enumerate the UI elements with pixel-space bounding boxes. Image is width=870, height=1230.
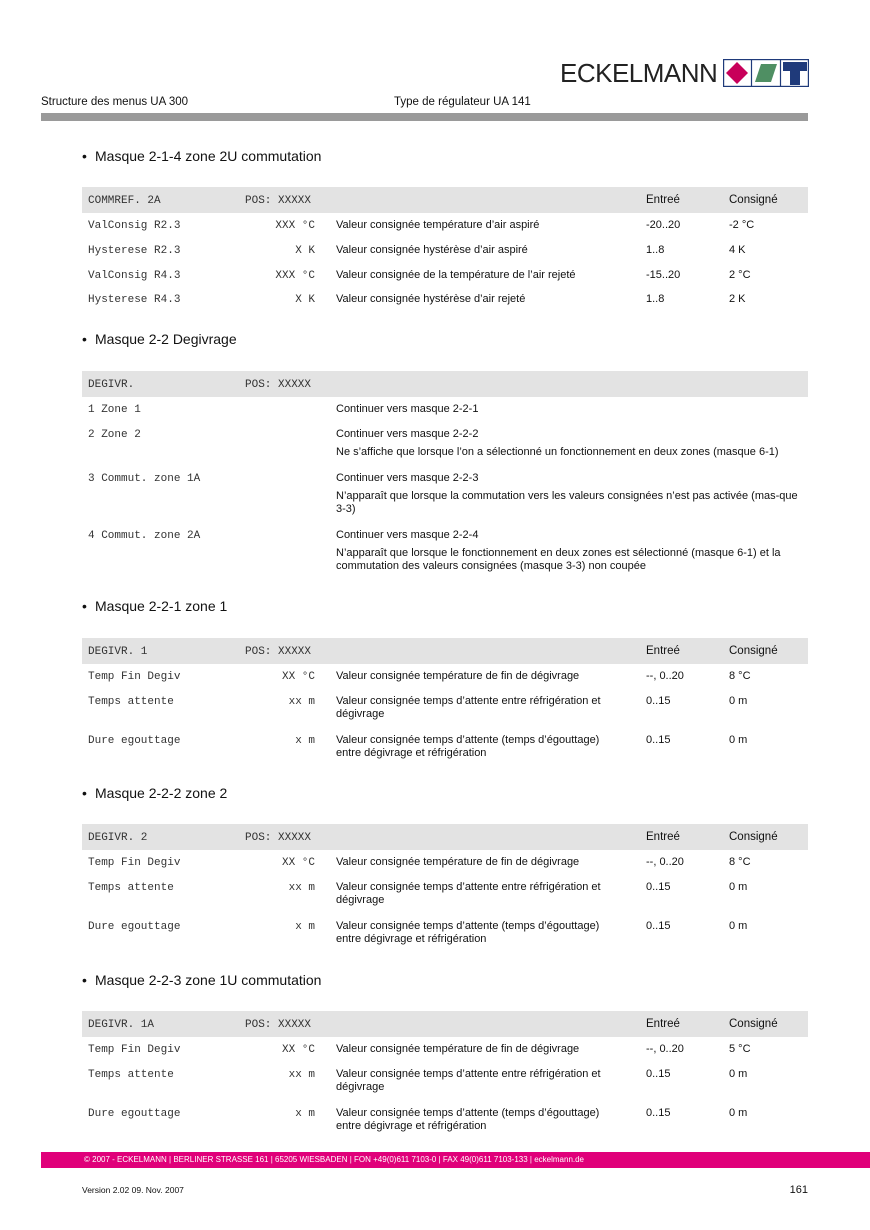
table-row: Hysterese R4.3 X K Valeur consignée hystérèse d’air rejeté 1..8 2 K [88, 293, 746, 306]
mask-name: DEGIVR. 2 [88, 832, 148, 844]
mask-pos: POS: XXXXX [245, 195, 312, 207]
table-row: 3 Commut. zone 1A Continuer vers masque 2-2-3 N’apparaît que lorsque la commutation vers les valeurs consignées n’est pas activée (mas-que 3-3) [88, 472, 798, 515]
eckelmann-logo [560, 58, 809, 88]
mask-name: DEGIVR. 1A [88, 1019, 155, 1031]
mask-pos: POS: XXXXX [245, 379, 312, 391]
mask-name: DEGIVR. [88, 379, 135, 391]
table-row: Hysterese R2.3 X K Valeur consignée hystérèse d’air aspiré 1..8 4 K [88, 244, 746, 257]
table-row: 1 Zone 1 Continuer vers masque 2-2-1 [88, 403, 479, 416]
table-header [82, 187, 808, 213]
footer-bar [41, 1152, 870, 1168]
table-row: Temp Fin Degiv XX °C Valeur consignée température de fin de dégivrage --, 0..20 5 °C [88, 1043, 751, 1056]
table-row: Temps attente xx m Valeur consignée temps d’attente entre réfrigération et dégivrage 0..15 0 m [88, 695, 748, 720]
header-left: Structure des menus UA 300 [41, 96, 189, 108]
table-row: ValConsig R2.3 XXX °C Valeur consignée température d’air aspiré -20..20 -2 °C [88, 219, 755, 232]
mask-table [82, 824, 808, 950]
table-row: Temp Fin Degiv XX °C Valeur consignée température de fin de dégivrage --, 0..20 8 °C [88, 670, 751, 683]
eckelmann-logo-icon [723, 59, 809, 87]
mask-name: COMMREF. 2A [88, 195, 161, 207]
table-header [82, 1011, 808, 1037]
table-row: Dure egouttage x m Valeur consignée temps d’attente (temps d’égouttage) entre dégivrage et réfrigération 0..15 0 m [88, 920, 748, 945]
table-header [82, 371, 808, 397]
bullet-icon: • [82, 331, 87, 347]
section-title: • Masque 2-1-4 zone 2U commutation [82, 148, 322, 164]
mask-pos: POS: XXXXX [245, 1019, 312, 1031]
footer-copyright: © 2007 - ECKELMANN | BERLINER STRASSE 161 | 65205 WIESBADEN | FON +49(0)611 7103-0 | FAX 49(0)611 7103-133 | eckelmann.de [84, 1155, 585, 1164]
mask-pos: POS: XXXXX [245, 832, 312, 844]
mask-pos: POS: XXXXX [245, 646, 312, 658]
table-header [82, 638, 808, 664]
col-consigne: Consigné [729, 831, 778, 843]
col-entree: Entreé [646, 194, 680, 206]
mask-table [82, 371, 808, 580]
section-title: • Masque 2-2-1 zone 1 [82, 598, 228, 614]
bullet-icon: • [82, 785, 87, 801]
header-center: Type de régulateur UA 141 [394, 96, 531, 108]
mask-table [82, 187, 808, 311]
table-row: Temps attente xx m Valeur consignée temps d’attente entre réfrigération et dégivrage 0..15 0 m [88, 1068, 748, 1093]
col-consigne: Consigné [729, 645, 778, 657]
table-row: Temp Fin Degiv XX °C Valeur consignée température de fin de dégivrage --, 0..20 8 °C [88, 856, 751, 869]
section-title: • Masque 2-2-2 zone 2 [82, 785, 228, 801]
col-entree: Entreé [646, 645, 680, 657]
footer-version: Version 2.02 09. Nov. 2007 [82, 1185, 184, 1195]
bullet-icon: • [82, 972, 87, 988]
header-divider [41, 113, 808, 121]
page-number: 161 [789, 1184, 808, 1196]
col-entree: Entreé [646, 831, 680, 843]
table-row: 4 Commut. zone 2A Continuer vers masque 2-2-4 N’apparaît que lorsque le fonctionnement en deux zones est sélectionné (masque 6-1) et la commutation des valeurs consignées (masque 3-3) non coupée [88, 529, 781, 572]
bullet-icon: • [82, 148, 87, 164]
mask-name: DEGIVR. 1 [88, 646, 148, 658]
col-consigne: Consigné [729, 194, 778, 206]
section-title: • Masque 2-2 Degivrage [82, 331, 237, 347]
section-title: • Masque 2-2-3 zone 1U commutation [82, 972, 322, 988]
table-row: Dure egouttage x m Valeur consignée temps d’attente (temps d’égouttage) entre dégivrage et réfrigération 0..15 0 m [88, 1107, 748, 1132]
col-entree: Entreé [646, 1018, 680, 1030]
col-consigne: Consigné [729, 1018, 778, 1030]
brand-name: ECKELMANN [560, 58, 718, 88]
table-row: Temps attente xx m Valeur consignée temps d’attente entre réfrigération et dégivrage 0..15 0 m [88, 881, 748, 906]
mask-table [82, 638, 808, 764]
bullet-icon: • [82, 598, 87, 614]
table-row: ValConsig R4.3 XXX °C Valeur consignée de la température de l’air rejeté -15..20 2 °C [88, 269, 751, 282]
mask-table [82, 1011, 808, 1137]
table-header [82, 824, 808, 850]
table-row: 2 Zone 2 Continuer vers masque 2-2-2 Ne s’affiche que lorsque l’on a sélectionné un fonctionnement en deux zones (masque 6-1) [88, 428, 779, 458]
table-row: Dure egouttage x m Valeur consignée temps d’attente (temps d’égouttage) entre dégivrage et réfrigération 0..15 0 m [88, 734, 748, 759]
